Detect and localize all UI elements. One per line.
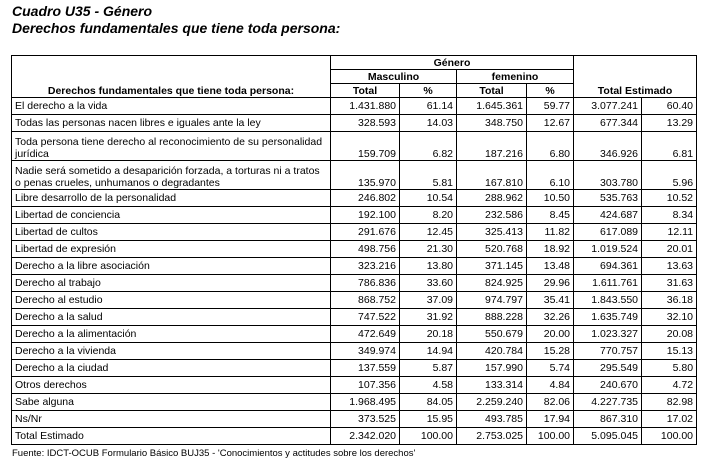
masculino-total-cell: 291.676: [331, 224, 400, 241]
masculino-pct-cell: 61.14: [400, 98, 457, 115]
table-row: [12, 394, 697, 411]
femenino-total-cell: 133.314: [457, 377, 527, 394]
table-row: [12, 224, 697, 241]
total-estimado-cell: 694.361: [574, 258, 642, 275]
row-label: Derecho a la libre asociación: [12, 258, 331, 275]
femenino-total-cell: 520.768: [457, 241, 527, 258]
masculino-total-cell: 159.709: [331, 132, 400, 161]
femenino-pct-cell: 10.50: [527, 190, 574, 207]
femenino-total-cell: 157.990: [457, 360, 527, 377]
masculino-total-cell: 328.593: [331, 115, 400, 132]
total-pct-cell: 100.00: [642, 428, 697, 445]
masculino-total-cell: 498.756: [331, 241, 400, 258]
masculino-pct-cell: 100.00: [400, 428, 457, 445]
col-header-pct: %: [527, 84, 574, 98]
masculino-total-cell: 373.525: [331, 411, 400, 428]
masculino-total-cell: 135.970: [331, 161, 400, 190]
row-label: Todas las personas nacen libres e iguales ante la ley: [12, 115, 331, 132]
col-header-total: Total: [457, 84, 527, 98]
table-row: [12, 428, 697, 445]
total-estimado-cell: 1.019.524: [574, 241, 642, 258]
masculino-pct-cell: 8.20: [400, 207, 457, 224]
row-label: Derecho a la ciudad: [12, 360, 331, 377]
total-pct-cell: 12.11: [642, 224, 697, 241]
table-row: [12, 275, 697, 292]
table-row: [12, 343, 697, 360]
total-pct-cell: 31.63: [642, 275, 697, 292]
femenino-total-cell: 371.145: [457, 258, 527, 275]
total-estimado-cell: 240.670: [574, 377, 642, 394]
row-label: Derecho al trabajo: [12, 275, 331, 292]
page-title: Cuadro U35 - Género: [12, 3, 153, 19]
total-estimado-cell: 424.687: [574, 207, 642, 224]
femenino-pct-cell: 4.84: [527, 377, 574, 394]
total-estimado-cell: 770.757: [574, 343, 642, 360]
total-pct-cell: 82.98: [642, 394, 697, 411]
table-row: [12, 98, 697, 115]
total-pct-cell: 15.13: [642, 343, 697, 360]
femenino-total-cell: 1.645.361: [457, 98, 527, 115]
femenino-total-cell: 824.925: [457, 275, 527, 292]
femenino-total-cell: 325.413: [457, 224, 527, 241]
femenino-total-cell: 2.259.240: [457, 394, 527, 411]
femenino-total-cell: 2.753.025: [457, 428, 527, 445]
row-label: Libertad de expresión: [12, 241, 331, 258]
femenino-total-cell: 974.797: [457, 292, 527, 309]
femenino-pct-cell: 15.28: [527, 343, 574, 360]
row-label: Toda persona tiene derecho al reconocimiento de su personalidad jurídica: [12, 132, 331, 161]
femenino-pct-cell: 8.45: [527, 207, 574, 224]
total-estimado-cell: 1.611.761: [574, 275, 642, 292]
total-pct-cell: 5.96: [642, 161, 697, 190]
table-row: [12, 326, 697, 343]
table-row: [12, 190, 697, 207]
total-pct-cell: 20.08: [642, 326, 697, 343]
masculino-pct-cell: 10.54: [400, 190, 457, 207]
femenino-total-cell: 348.750: [457, 115, 527, 132]
row-label: Derecho a la alimentación: [12, 326, 331, 343]
total-estimado-cell: 295.549: [574, 360, 642, 377]
masculino-total-cell: 868.752: [331, 292, 400, 309]
masculino-pct-cell: 14.03: [400, 115, 457, 132]
table-row: [12, 292, 697, 309]
total-pct-cell: 60.40: [642, 98, 697, 115]
femenino-pct-cell: 20.00: [527, 326, 574, 343]
masculino-total-cell: 246.802: [331, 190, 400, 207]
femenino-total-cell: 232.586: [457, 207, 527, 224]
masculino-total-cell: 747.522: [331, 309, 400, 326]
femenino-total-cell: 493.785: [457, 411, 527, 428]
total-pct-cell: 13.29: [642, 115, 697, 132]
masculino-pct-cell: 5.81: [400, 161, 457, 190]
masculino-pct-cell: 20.18: [400, 326, 457, 343]
masculino-total-cell: 107.356: [331, 377, 400, 394]
group-header: Género: [331, 56, 574, 70]
total-estimado-cell: 1.843.550: [574, 292, 642, 309]
femenino-total-cell: 187.216: [457, 132, 527, 161]
col-header-pct: %: [400, 84, 457, 98]
total-pct-cell: 32.10: [642, 309, 697, 326]
femenino-pct-cell: 6.10: [527, 161, 574, 190]
femenino-pct-cell: 13.48: [527, 258, 574, 275]
masculino-total-cell: 1.968.495: [331, 394, 400, 411]
data-table: [11, 55, 697, 445]
femenino-pct-cell: 18.92: [527, 241, 574, 258]
total-pct-cell: 36.18: [642, 292, 697, 309]
masculino-total-cell: 323.216: [331, 258, 400, 275]
femenino-total-cell: 288.962: [457, 190, 527, 207]
total-estimado-header: Total Estimado: [574, 56, 697, 98]
row-label: El derecho a la vida: [12, 98, 331, 115]
row-label: Libertad de cultos: [12, 224, 331, 241]
masculino-pct-cell: 84.05: [400, 394, 457, 411]
femenino-pct-cell: 6.80: [527, 132, 574, 161]
row-label: Otros derechos: [12, 377, 331, 394]
masculino-total-cell: 349.974: [331, 343, 400, 360]
page-subtitle: Derechos fundamentales que tiene toda persona:: [12, 20, 341, 36]
masculino-pct-cell: 4.58: [400, 377, 457, 394]
total-pct-cell: 13.63: [642, 258, 697, 275]
femenino-pct-cell: 59.77: [527, 98, 574, 115]
femenino-total-cell: 550.679: [457, 326, 527, 343]
table-row: [12, 309, 697, 326]
femenino-pct-cell: 29.96: [527, 275, 574, 292]
femenino-pct-cell: 82.06: [527, 394, 574, 411]
total-estimado-cell: 1.023.327: [574, 326, 642, 343]
row-label: Derecho al estudio: [12, 292, 331, 309]
table-body: [12, 98, 697, 445]
table-row: [12, 161, 697, 190]
table-row: [12, 377, 697, 394]
femenino-pct-cell: 11.82: [527, 224, 574, 241]
masculino-header: Masculino: [331, 70, 457, 84]
row-label: Nadie será sometido a desaparición forzada, a torturas ni a tratos o penas crueles, unhumanos o degradantes: [12, 161, 331, 190]
source-note: Fuente: IDCT-OCUB Formulario Básico BUJ35 - 'Conocimientos y actitudes sobre los derechos': [12, 448, 416, 459]
table-row: [12, 241, 697, 258]
row-label: Derecho a la vivienda: [12, 343, 331, 360]
femenino-pct-cell: 5.74: [527, 360, 574, 377]
femenino-pct-cell: 17.94: [527, 411, 574, 428]
total-estimado-cell: 303.780: [574, 161, 642, 190]
total-pct-cell: 5.80: [642, 360, 697, 377]
total-estimado-cell: 346.926: [574, 132, 642, 161]
femenino-pct-cell: 35.41: [527, 292, 574, 309]
masculino-pct-cell: 33.60: [400, 275, 457, 292]
masculino-pct-cell: 12.45: [400, 224, 457, 241]
masculino-pct-cell: 6.82: [400, 132, 457, 161]
masculino-total-cell: 192.100: [331, 207, 400, 224]
masculino-pct-cell: 14.94: [400, 343, 457, 360]
femenino-total-cell: 420.784: [457, 343, 527, 360]
row-label: Ns/Nr: [12, 411, 331, 428]
total-pct-cell: 20.01: [642, 241, 697, 258]
femenino-pct-cell: 32.26: [527, 309, 574, 326]
masculino-total-cell: 1.431.880: [331, 98, 400, 115]
femenino-pct-cell: 100.00: [527, 428, 574, 445]
total-estimado-cell: 1.635.749: [574, 309, 642, 326]
row-label: Sabe alguna: [12, 394, 331, 411]
total-pct-cell: 6.81: [642, 132, 697, 161]
masculino-pct-cell: 15.95: [400, 411, 457, 428]
table-row: [12, 360, 697, 377]
total-estimado-cell: 3.077.241: [574, 98, 642, 115]
femenino-pct-cell: 12.67: [527, 115, 574, 132]
masculino-pct-cell: 21.30: [400, 241, 457, 258]
femenino-total-cell: 167.810: [457, 161, 527, 190]
row-label: Libertad de conciencia: [12, 207, 331, 224]
total-estimado-cell: 867.310: [574, 411, 642, 428]
table-row: [12, 258, 697, 275]
total-estimado-cell: 617.089: [574, 224, 642, 241]
masculino-pct-cell: 37.09: [400, 292, 457, 309]
masculino-total-cell: 2.342.020: [331, 428, 400, 445]
masculino-total-cell: 786.836: [331, 275, 400, 292]
masculino-total-cell: 137.559: [331, 360, 400, 377]
total-estimado-cell: 5.095.045: [574, 428, 642, 445]
masculino-pct-cell: 5.87: [400, 360, 457, 377]
masculino-total-cell: 472.649: [331, 326, 400, 343]
row-label: Libre desarrollo de la personalidad: [12, 190, 331, 207]
masculino-pct-cell: 31.92: [400, 309, 457, 326]
row-label: Derecho a la salud: [12, 309, 331, 326]
table-row: [12, 411, 697, 428]
col-header-total: Total: [331, 84, 400, 98]
total-pct-cell: 10.52: [642, 190, 697, 207]
total-estimado-cell: 4.227.735: [574, 394, 642, 411]
femenino-header: femenino: [457, 70, 574, 84]
table-row: [12, 207, 697, 224]
total-estimado-cell: 535.763: [574, 190, 642, 207]
table-row: [12, 132, 697, 161]
total-pct-cell: 4.72: [642, 377, 697, 394]
total-estimado-cell: 677.344: [574, 115, 642, 132]
total-pct-cell: 17.02: [642, 411, 697, 428]
total-pct-cell: 8.34: [642, 207, 697, 224]
row-label: Total Estimado: [12, 428, 331, 445]
femenino-total-cell: 888.228: [457, 309, 527, 326]
row-header: Derechos fundamentales que tiene toda persona:: [12, 56, 331, 98]
masculino-pct-cell: 13.80: [400, 258, 457, 275]
table-row: [12, 115, 697, 132]
